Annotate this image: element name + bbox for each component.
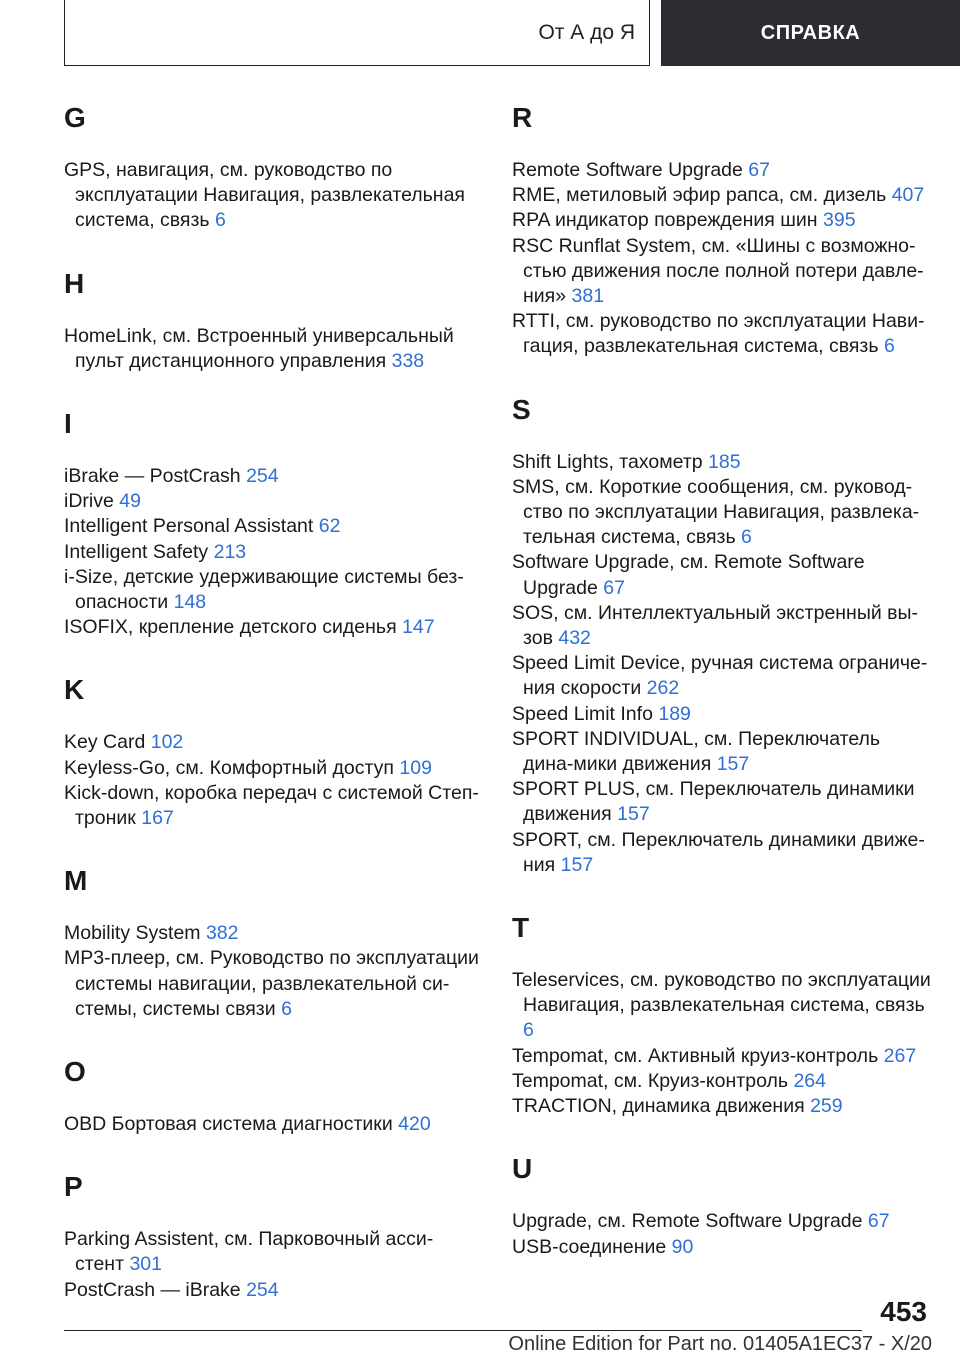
section-letter: S <box>512 393 531 425</box>
page-link[interactable]: 157 <box>560 853 594 876</box>
index-entry <box>512 601 932 651</box>
section-letter: U <box>512 1153 533 1185</box>
section-letter: M <box>64 865 88 897</box>
entry-text: iDrive <box>64 490 114 513</box>
page-link[interactable]: 407 <box>891 184 925 207</box>
index-entry <box>64 730 479 755</box>
page-link[interactable]: 90 <box>671 1235 694 1258</box>
entry-text: Speed Limit Info <box>512 702 653 725</box>
index-entry <box>512 702 932 727</box>
index-entry <box>512 1094 932 1119</box>
index-entry <box>64 921 479 946</box>
entry-text: SPORT PLUS, см. Переключатель динамики движения <box>512 778 915 826</box>
entry-text: RSC Runflat System, см. «Шины с возможно-стью движения после полной потери давле-ния» <box>512 234 924 308</box>
index-section <box>64 266 479 374</box>
entry-text: USB-соединение <box>512 1235 667 1258</box>
page-link[interactable]: 259 <box>810 1095 843 1118</box>
index-entry <box>512 234 932 310</box>
index-entry <box>64 158 479 234</box>
page-link[interactable]: 6 <box>215 209 226 232</box>
index-entry <box>64 781 479 831</box>
section-letter: K <box>64 674 85 706</box>
page-link[interactable]: 109 <box>399 756 432 779</box>
page-link[interactable]: 267 <box>883 1044 917 1067</box>
entry-text: Speed Limit Device, ручная система ограниче-ния скорости <box>512 652 928 700</box>
entry-text: RPA индикатор повреждения шин <box>512 209 818 232</box>
index-entry <box>512 1069 932 1094</box>
entry-text: SPORT, см. Переключатель динамики движе-ния <box>512 828 925 876</box>
index-section <box>512 100 932 360</box>
index-entry <box>512 158 932 183</box>
section-tab[interactable] <box>64 0 650 66</box>
page-link[interactable]: 157 <box>716 753 750 776</box>
chapter-tab-label: СПРАВКА <box>760 21 861 44</box>
section-letter: I <box>64 408 72 440</box>
index-entry <box>512 1235 932 1260</box>
entry-text: Software Upgrade, см. Remote Software Upgrade <box>512 551 865 599</box>
index-entry <box>64 756 479 781</box>
index-section <box>512 1151 932 1259</box>
entry-text: SPORT INDIVIDUAL, см. Переключатель дина-мики движения <box>512 727 881 776</box>
page-link[interactable]: 67 <box>867 1210 890 1233</box>
page-link[interactable]: 49 <box>119 490 141 513</box>
entry-text: Key Card <box>64 731 146 754</box>
index-entry <box>512 309 932 359</box>
entry-text: Tempomat, см. Круиз-контроль <box>512 1069 789 1092</box>
index-entry <box>64 324 479 374</box>
page-link[interactable]: 301 <box>129 1253 162 1276</box>
entry-text: HomeLink, см. Встроенный универсальный пульт дистанционного управления <box>64 324 454 372</box>
index-entry <box>64 540 479 565</box>
index-entry <box>64 565 479 615</box>
entry-text: iBrake — PostCrash <box>64 465 241 488</box>
index-entry <box>64 489 479 514</box>
index-column-right <box>512 100 932 1292</box>
section-letter: G <box>64 102 86 133</box>
index-entry <box>512 828 932 878</box>
page-link[interactable]: 167 <box>141 807 174 830</box>
page-link[interactable]: 338 <box>391 349 425 372</box>
index-entry <box>512 450 932 475</box>
page-link[interactable]: 262 <box>646 677 680 700</box>
entry-text: Shift Lights, тахометр <box>512 450 703 473</box>
index-entry <box>512 968 932 1044</box>
page-number: 453 <box>880 1296 927 1327</box>
page-link[interactable]: 254 <box>246 465 279 488</box>
index-entry <box>64 1112 479 1137</box>
section-letter: R <box>512 102 533 133</box>
entry-text: Parking Assistent, см. Парковочный асси-стент <box>64 1228 434 1276</box>
page-link[interactable]: 147 <box>402 616 435 639</box>
page-link[interactable]: 189 <box>658 702 691 725</box>
index-section <box>64 863 479 1022</box>
entry-text: Keyless-Go, см. Комфортный доступ <box>64 756 394 779</box>
index-entry <box>512 1209 932 1234</box>
entry-text: RTTI, см. руководство по эксплуатации Нави-гация, развлекательная система, связь <box>512 310 925 358</box>
index-entry <box>64 1227 479 1277</box>
index-entry <box>64 514 479 539</box>
section-tab-label: От А до Я <box>538 20 635 44</box>
index-section <box>512 910 932 1119</box>
index-entry <box>512 777 932 827</box>
page-link[interactable]: 62 <box>318 515 341 538</box>
index-entry <box>512 475 932 551</box>
index-entry <box>512 550 932 600</box>
entry-text: Upgrade, см. Remote Software Upgrade <box>512 1210 863 1233</box>
section-letter: P <box>64 1171 83 1203</box>
page-header <box>64 0 960 66</box>
page-link[interactable]: 148 <box>173 591 207 614</box>
entry-text: Intelligent Personal Assistant <box>64 515 314 538</box>
page-link[interactable]: 6 <box>741 526 752 549</box>
page-link[interactable]: 6 <box>883 335 895 358</box>
section-letter: H <box>64 267 85 299</box>
section-letter: O <box>64 1056 86 1088</box>
index-entry <box>64 1278 479 1303</box>
entry-text: TRACTION, динамика движения <box>512 1095 805 1118</box>
page-link[interactable]: 432 <box>558 627 591 650</box>
entry-text: GPS, навигация, см. руководство по эксплуатации Навигация, развлекательная система, связь <box>64 159 465 232</box>
page-link[interactable]: 6 <box>523 1019 534 1042</box>
entry-text: Teleservices, см. руководство по эксплуатации Навигация, развлекательная система, связь <box>512 969 931 1017</box>
entry-text: Remote Software Upgrade <box>512 159 743 181</box>
entry-text: i-Size, детские удерживающие системы без-опасности <box>64 565 464 614</box>
page-link[interactable]: 157 <box>617 803 650 826</box>
index-section <box>64 406 479 640</box>
edition-footer: Online Edition for Part no. 01405A1EC37 - X/20 <box>508 1333 932 1355</box>
entry-text: OBD Бортовая система диагностики <box>64 1113 393 1136</box>
index-section <box>64 672 479 831</box>
entry-text: Intelligent Safety <box>64 540 209 563</box>
entry-text: Mobility System <box>64 922 201 945</box>
page-link[interactable]: 213 <box>213 540 247 563</box>
index-entry <box>512 727 932 777</box>
entry-text: RME, метиловый эфир рапса, см. дизель <box>512 184 887 207</box>
index-entry <box>512 208 932 233</box>
index-section <box>512 392 932 878</box>
index-entry <box>512 183 932 208</box>
entry-text: SOS, см. Интеллектуальный экстренный вы-зов <box>512 601 919 650</box>
page-link[interactable]: 264 <box>793 1069 826 1092</box>
entry-text: Kick-down, коробка передач с системой Степ-троник <box>64 781 479 830</box>
entry-text: MP3-плеер, см. Руководство по эксплуатации системы навигации, развлекательной си-стемы, системы связи <box>64 947 479 1020</box>
page-link[interactable]: 420 <box>398 1113 431 1136</box>
index-entry <box>512 651 932 701</box>
index-section <box>64 1054 479 1137</box>
page-link[interactable]: 6 <box>281 997 292 1020</box>
index-entry <box>64 946 479 1022</box>
chapter-tab[interactable] <box>661 0 960 66</box>
index-column-left <box>64 100 479 1335</box>
page-link[interactable]: 67 <box>603 576 625 599</box>
section-letter: T <box>512 912 530 944</box>
index-entry <box>64 615 479 640</box>
footer-divider <box>64 1330 862 1331</box>
entry-text: Tempomat, см. Активный круиз-контроль <box>512 1044 879 1067</box>
page-link[interactable]: 254 <box>246 1278 279 1301</box>
page-link[interactable]: 395 <box>823 209 856 232</box>
index-entry <box>512 1044 932 1069</box>
page-link[interactable]: 102 <box>150 731 184 754</box>
index-entry <box>64 464 479 489</box>
entry-text: SMS, см. Короткие сообщения, см. руковод-ство по эксплуатации Навигация, развлека-тельная система, связь <box>512 475 920 549</box>
index-section <box>64 1169 479 1303</box>
entry-text: PostCrash — iBrake <box>64 1278 241 1301</box>
page-link[interactable]: 382 <box>205 922 239 945</box>
entry-text: ISOFIX, крепление детского сиденья <box>64 616 397 639</box>
page-link[interactable]: 185 <box>708 450 741 473</box>
page-link[interactable]: 67 <box>748 159 770 181</box>
page-link[interactable]: 381 <box>571 285 605 308</box>
index-section <box>64 100 479 234</box>
